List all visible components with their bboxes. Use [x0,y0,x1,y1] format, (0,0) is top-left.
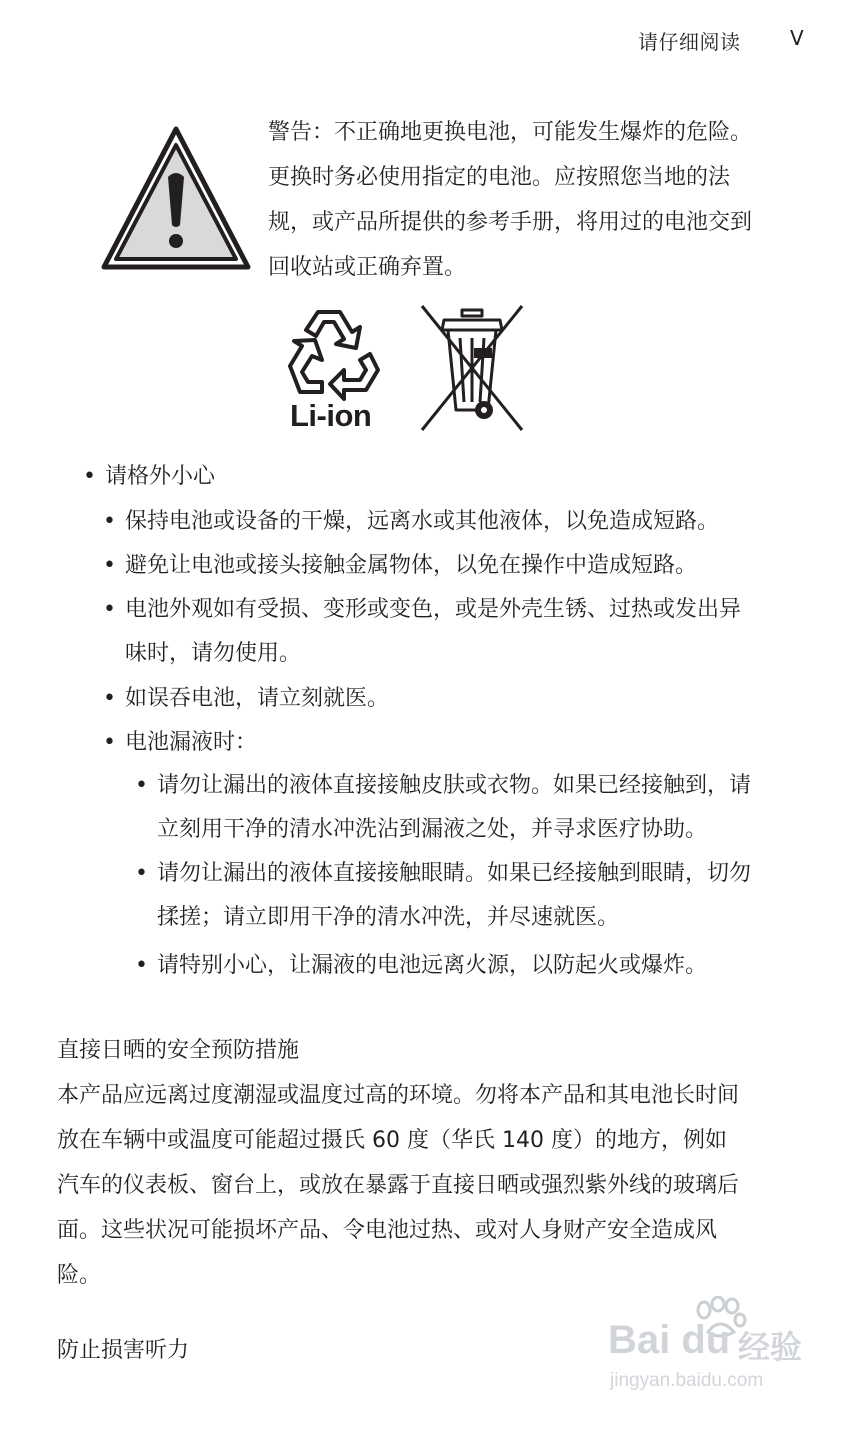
section-heading: 直接日晒的安全预防措施 [57,1038,300,1063]
caution-item: 电池漏液时： [125,730,258,755]
warning-line: 更换时务必使用指定的电池。应按照您当地的法 [268,165,731,190]
caution-item: 电池外观如有受损、变形或变色，或是外壳生锈、过热或发出异 [125,597,742,622]
list-item-caution-heading: • 请格外小心 [83,464,216,489]
leak-item: 立刻用干净的清水冲洗沾到漏液之处，并寻求医疗协助。 [157,817,708,842]
leak-item: 请勿让漏出的液体直接接触眼睛。如果已经接触到眼睛，切勿 [157,861,752,886]
crossed-out-wheelie-bin-icon [418,302,526,434]
baidu-watermark [608,1296,812,1396]
caution-item: 如误吞电池，请立刻就医。 [125,686,390,711]
section-line: 险。 [57,1263,102,1288]
section-line: 汽车的仪表板、窗台上，或放在暴露于直接日晒或强烈紫外线的玻璃后 [57,1173,740,1198]
sub-list-item: • 请勿让漏出的液体直接接触皮肤或衣物。如果已经接触到，请 [135,773,752,798]
warning-paragraph [268,110,808,290]
list-item: • 保持电池或设备的干燥，远离水或其他液体，以免造成短路。 [103,509,720,534]
sub-list-item-continuation [157,895,619,940]
list-item: • 避免让电池或接头接触金属物体，以免在操作中造成短路。 [103,553,698,578]
watermark-brand: Bai du [608,1318,731,1362]
section-line: 本产品应远离过度潮湿或温度过高的环境。勿将本产品和其电池长时间 [57,1083,740,1108]
warning-line: 规，或产品所提供的参考手册，将用过的电池交到 [268,210,753,235]
li-ion-recycle-icon [282,302,382,437]
list-item: • 电池外观如有受损、变形或变色，或是外壳生锈、过热或发出异 [103,597,742,622]
section-heading: 防止损害听力 [57,1338,190,1363]
caution-item: 味时，请勿使用。 [125,641,302,666]
leak-item: 请特别小心，让漏液的电池远离火源，以防起火或爆炸。 [157,953,708,978]
warning-triangle-icon [100,125,252,273]
list-item: • 电池漏液时： [103,730,258,755]
list-item-continuation [125,631,301,676]
page-header [0,26,862,56]
leak-item: 请勿让漏出的液体直接接触皮肤或衣物。如果已经接触到，请 [157,773,752,798]
warning-line: 警告：不正确地更换电池，可能发生爆炸的危险。 [268,120,753,145]
recycle-arrows-icon [282,302,382,402]
page-number: V [790,26,804,50]
caution-heading: 请格外小心 [105,464,216,489]
section-line: 面。这些状况可能损坏产品、令电池过热、或对人身财产安全造成风 [57,1218,718,1243]
section-line: 放在车辆中或温度可能超过摄氏 60 度（华氏 140 度）的地方，例如 [57,1128,727,1153]
list-item: • 如误吞电池，请立刻就医。 [103,686,390,711]
sub-list-item: • 请勿让漏出的液体直接接触眼睛。如果已经接触到眼睛，切勿 [135,861,752,886]
sub-list-item: • 请特别小心，让漏液的电池远离火源，以防起火或爆炸。 [135,953,708,978]
watermark-brand-cn: 经验 [738,1328,803,1366]
caution-item: 保持电池或设备的干燥，远离水或其他液体，以免造成短路。 [125,509,720,534]
header-title: 请仔细阅读 [638,30,741,54]
li-ion-label: Li-ion [290,398,372,433]
leak-item: 揉搓；请立即用干净的清水冲洗，并尽速就医。 [157,905,620,930]
watermark-url: jingyan.baidu.com [610,1370,764,1391]
sub-list-item-continuation [157,807,707,852]
warning-line: 回收站或正确弃置。 [268,255,467,280]
caution-item: 避免让电池或接头接触金属物体，以免在操作中造成短路。 [125,553,698,578]
sun-safety-section [57,1028,807,1298]
